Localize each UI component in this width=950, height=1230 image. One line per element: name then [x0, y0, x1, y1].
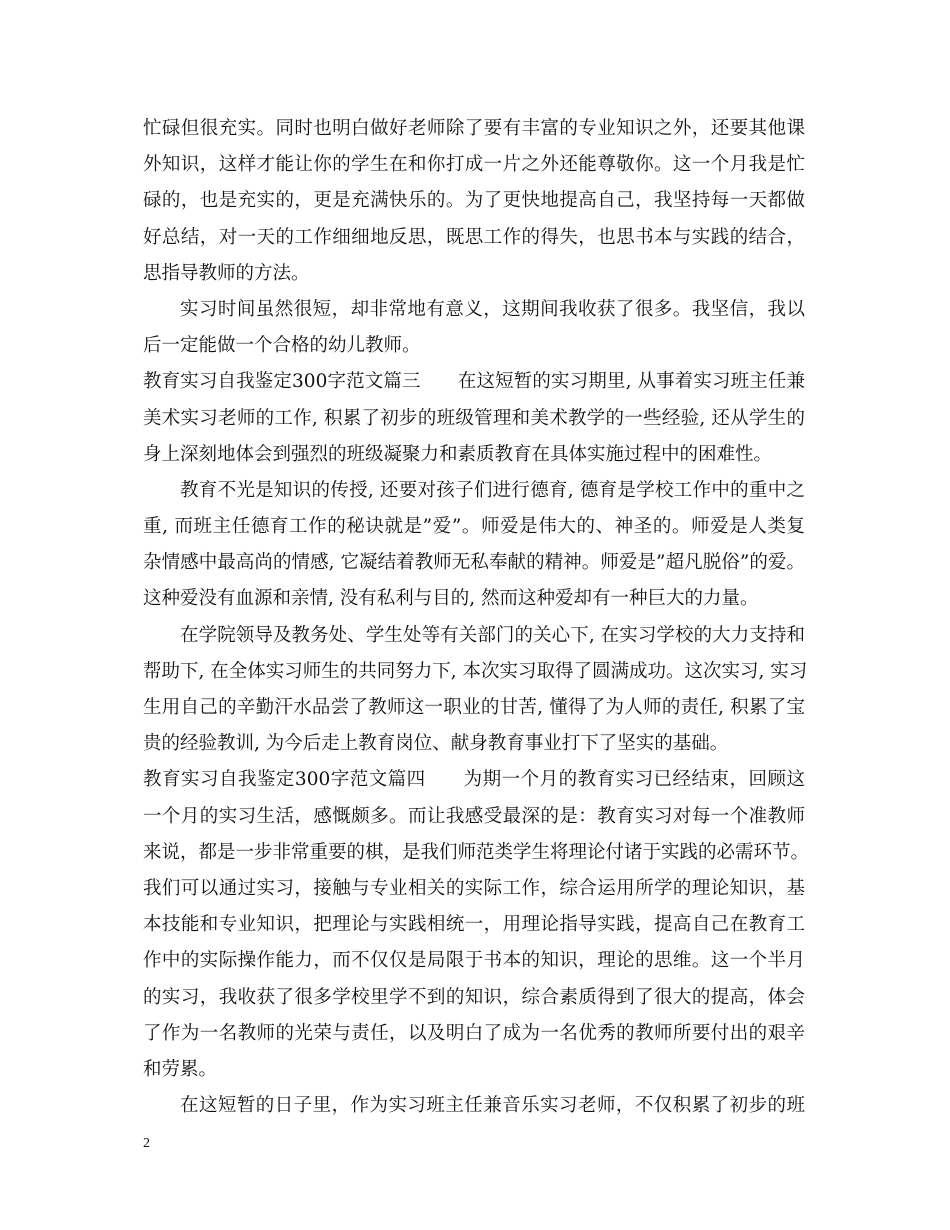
text-line: 美术实习老师的工作, 积累了初步的班级管理和美术教学的一些经验, 还从学生的: [143, 407, 805, 429]
text-line: 外知识，这样才能让你的学生在和你打成一片之外还能尊敬你。这一个月我是忙: [143, 154, 805, 176]
text-line: 帮助下, 在全体实习师生的共同努力下, 本次实习取得了圆满成功。这次实习, 实习: [143, 660, 808, 682]
text-line: 好总结，对一天的工作细细地反思，既思工作的得失，也思书本与实践的结合，: [143, 226, 805, 248]
text-line: 忙碌但很充实。同时也明白做好老师除了要有丰富的专业知识之外，还要其他课: [143, 118, 805, 139]
text-line: 作中的实际操作能力，而不仅仅是局限于书本的知识，理论的思维。这一个半月: [143, 950, 805, 972]
document-body: [143, 111, 810, 1124]
text-line: 思指导教师的方法。: [143, 262, 310, 284]
text-line: 教育不光是知识的传授, 还要对孩子们进行德育, 德育是学校工作中的重中之: [180, 479, 805, 501]
text-line: 杂情感中最高尚的情感, 它凝结着教师无私奉献的精神。师爱是”超凡脱俗”的爱。: [143, 552, 805, 574]
text-line: 的实习，我收获了很多学校里学不到的知识，综合素质得到了很大的提高，体会: [143, 986, 805, 1008]
text-line: 我们可以通过实习，接触与专业相关的实际工作，综合运用所学的理论知识，基: [143, 877, 805, 899]
page-number: 2: [143, 1136, 150, 1151]
text-line: 来说，都是一步非常重要的棋，是我们师范类学生将理论付诸于实践的必需环节。: [143, 841, 810, 863]
text-line: 这种爱没有血源和亲情, 没有私利与目的, 然而这种爱却有一种巨大的力量。: [143, 588, 759, 610]
text-line: 实习时间虽然很短，却非常地有意义，这期间我收获了很多。我坚信，我以: [180, 298, 805, 320]
text-line: 一个月的实习生活，感慨颇多。而让我感受最深的是：教育实习对每一个准教师: [143, 805, 805, 827]
text-line: 后一定能做一个合格的幼儿教师。: [143, 335, 421, 357]
text-line: 和劳累。: [143, 1058, 218, 1080]
section-heading-line: 教育实习自我鉴定300字范文篇三 在这短暂的实习期里, 从事着实习班主任兼: [143, 371, 805, 393]
text-line: 了作为一名教师的光荣与责任，以及明白了成为一名优秀的教师所要付出的艰辛: [143, 1022, 805, 1044]
section-heading-line: 教育实习自我鉴定300字范文篇四 为期一个月的教育实习已经结束，回顾这: [143, 769, 805, 791]
text-line: 贵的经验教训, 为今后走上教育岗位、献身教育事业打下了坚实的基础。: [143, 733, 729, 755]
text-line: 本技能和专业知识，把理论与实践相统一，用理论指导实践，提高自己在教育工: [143, 914, 805, 936]
text-line: 在学院领导及教务处、学生处等有关部门的关心下, 在实习学校的大力支持和: [180, 624, 805, 646]
text-line: 重, 而班主任德育工作的秘诀就是”爱”。师爱是伟大的、神圣的。师爱是人类复: [143, 516, 805, 538]
text-line: 身上深刻地体会到强烈的班级凝聚力和素质教育在具体实施过程中的困难性。: [143, 443, 773, 465]
text-line: 碌的，也是充实的，更是充满快乐的。为了更快地提高自己，我坚持每一天都做: [143, 190, 805, 212]
text-line: 在这短暂的日子里，作为实习班主任兼音乐实习老师，不仅积累了初步的班: [180, 1095, 805, 1117]
text-line: 生用自己的辛勤汗水品尝了教师这一职业的甘苦, 懂得了为人师的责任, 积累了宝: [143, 697, 805, 718]
